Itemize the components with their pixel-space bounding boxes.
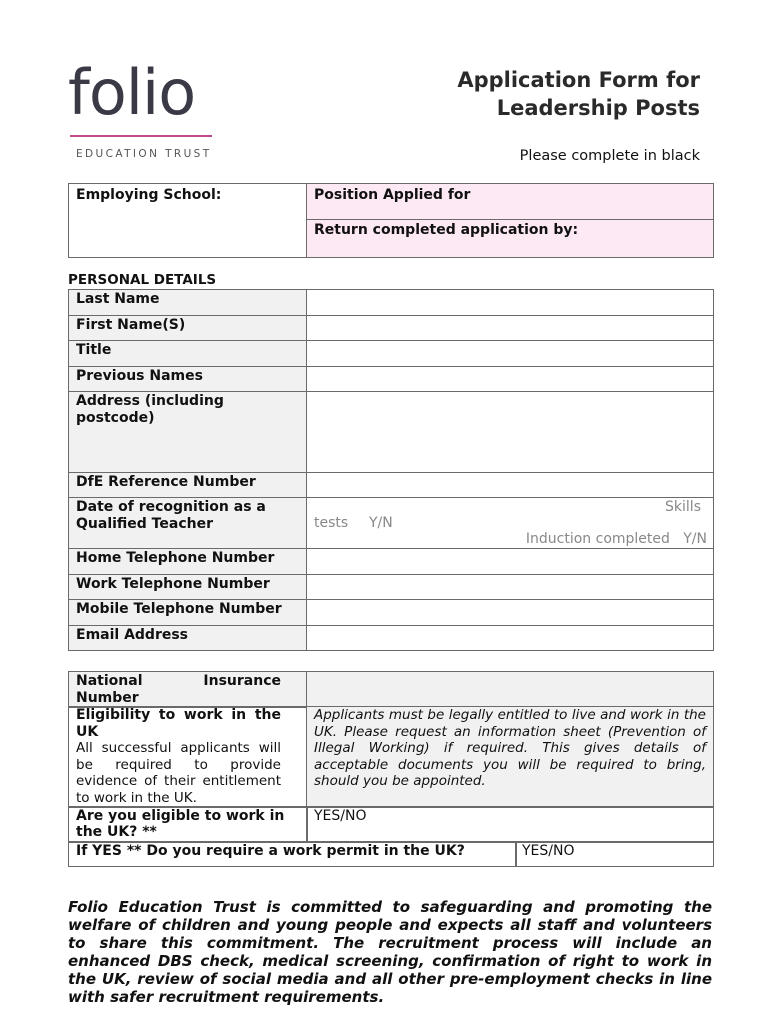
first-name-field[interactable] bbox=[307, 316, 714, 341]
eligibility-label-cell bbox=[68, 706, 308, 808]
ni-field[interactable] bbox=[306, 671, 714, 708]
safeguarding-statement: Folio Education Trust is committed to safeguarding and promoting the welfare of children and young people and expects all staff and volunteers to share this commitment. The recruitment process will include an enhanced DBS check, medical screening, confirmation of right to work in the UK, review of social media and all other pre-employment checks in line with safer recruitment requirements. bbox=[68, 898, 712, 1006]
work-telephone-field[interactable] bbox=[307, 575, 714, 600]
employing-school-label: Employing School: bbox=[76, 187, 222, 203]
eligible-answer: YES/NO bbox=[314, 808, 367, 824]
eligible-question-cell bbox=[68, 806, 308, 843]
qts-tests-yn: Y/N bbox=[369, 515, 393, 531]
title-line-1: Application Form for bbox=[457, 68, 700, 92]
logo-wordmark: folio bbox=[68, 56, 196, 129]
mobile-telephone-label: Mobile Telephone Number bbox=[69, 600, 307, 626]
eligibility-note: Applicants must be legally entitled to live and work in the UK. Please request an information sheet (Prevention of Illegal Working) if required. This gives details of acceptable documents you will be required to bring, should you be appointed. bbox=[314, 707, 706, 789]
employing-school-box[interactable] bbox=[68, 183, 308, 258]
logo-underline bbox=[70, 135, 212, 137]
eligible-question: Are you eligible to work in the UK? ** bbox=[76, 808, 285, 840]
work-telephone-label: Work Telephone Number bbox=[69, 575, 307, 600]
ni-label: National Insurance Number bbox=[76, 673, 281, 706]
email-label: Email Address bbox=[69, 626, 307, 651]
eligibility-description: All successful applicants will be required to provide evidence of their entitlement to work in the UK. bbox=[76, 740, 281, 806]
qts-date-field[interactable] bbox=[307, 498, 714, 549]
return-by-field[interactable] bbox=[306, 219, 714, 258]
mobile-telephone-field[interactable] bbox=[307, 600, 714, 626]
qts-date-label: Date of recognition as a Qualified Teacher bbox=[69, 498, 307, 549]
title-field[interactable] bbox=[307, 341, 714, 367]
qts-induction-text: Induction completed Y/N bbox=[525, 531, 707, 547]
previous-names-field[interactable] bbox=[307, 367, 714, 392]
last-name-field[interactable] bbox=[307, 290, 714, 316]
eligibility-label: Eligibility to work in the UK bbox=[76, 707, 281, 740]
qts-tests-text: tests bbox=[314, 515, 349, 531]
return-by-label: Return completed application by: bbox=[314, 222, 579, 238]
home-telephone-field[interactable] bbox=[307, 549, 714, 575]
instruction-text: Please complete in black bbox=[519, 148, 700, 164]
logo-subtitle: EDUCATION TRUST bbox=[76, 148, 212, 160]
address-field[interactable] bbox=[307, 392, 714, 473]
last-name-label: Last Name bbox=[69, 290, 307, 316]
permit-answer-field[interactable] bbox=[515, 841, 714, 867]
title-label: Title bbox=[69, 341, 307, 367]
personal-details-table bbox=[68, 289, 714, 651]
permit-question: If YES ** Do you require a work permit in the UK? bbox=[76, 843, 465, 859]
email-field[interactable] bbox=[307, 626, 714, 651]
dfe-reference-field[interactable] bbox=[307, 473, 714, 498]
home-telephone-label: Home Telephone Number bbox=[69, 549, 307, 575]
previous-names-label: Previous Names bbox=[69, 367, 307, 392]
address-label: Address (including postcode) bbox=[69, 392, 307, 473]
dfe-reference-label: DfE Reference Number bbox=[69, 473, 307, 498]
qts-skills-text: Skills bbox=[665, 499, 701, 515]
first-name-label: First Name(S) bbox=[69, 316, 307, 341]
personal-details-heading: PERSONAL DETAILS bbox=[68, 272, 217, 288]
eligibility-note-cell bbox=[306, 706, 714, 808]
permit-question-cell bbox=[68, 841, 517, 867]
permit-answer: YES/NO bbox=[522, 843, 575, 859]
eligible-answer-field[interactable] bbox=[306, 806, 714, 843]
ni-label-cell bbox=[68, 671, 308, 708]
position-applied-field[interactable] bbox=[306, 183, 714, 221]
title-line-2: Leadership Posts bbox=[496, 96, 700, 120]
folio-logo bbox=[68, 56, 218, 160]
document-title bbox=[457, 66, 700, 122]
position-applied-label: Position Applied for bbox=[314, 187, 471, 203]
